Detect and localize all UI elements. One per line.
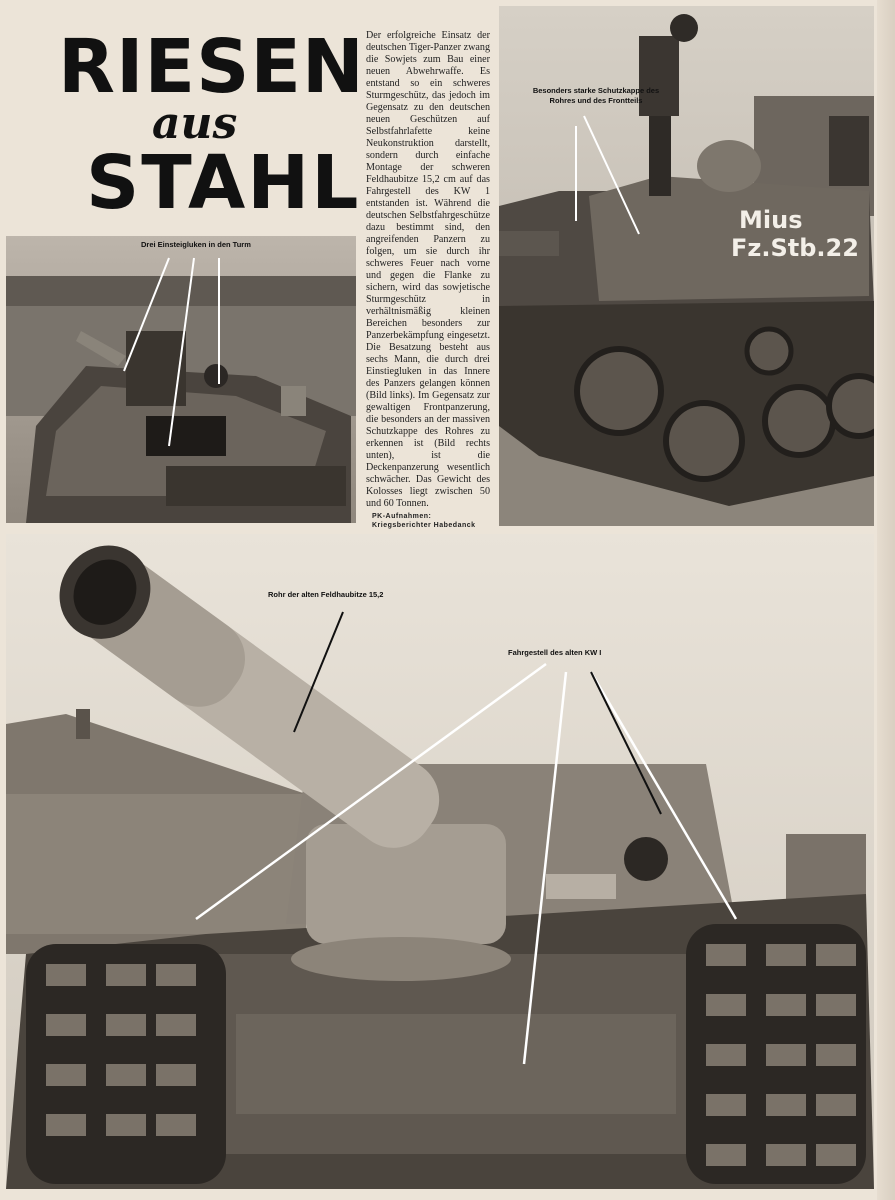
photo-assault-gun-front (6, 534, 874, 1189)
caption-turret-hatches: Drei Einsteigluken in den Turm (141, 240, 251, 249)
headline-aus: aus (152, 98, 238, 149)
annotation-arrows-hatches (6, 236, 356, 523)
photo-turret-hatches (6, 236, 356, 523)
page-edge (877, 0, 895, 1200)
caption-mantlet: Besonders starke Schutzkappe des Rohres und des Frontteils (532, 86, 660, 105)
caption-chassis: Fahrgestell des alten KW I (508, 648, 602, 657)
article-body: Der erfolgreiche Einsatz der deutschen Tiger-Panzer zwang die Sowjets zum Bau einer neuen Abwehrwaffe. Es entstand so ein schweres Sturmgeschütz, das jedoch im Gegensatz zu den deutschen neuen Geschützen auf Selbstfahrlafette keine Neukonstruktion darstellt, sondern durch einfache Montage der schweren Feldhaubitze 15,2 cm auf das Fahrgestell des KW 1 entstanden ist. Während die deutschen Selbstfahrgeschütze dazu bestimmt sind, den angreifenden Panzern zu folgen, um sie durch ihr schweres Feuer nach vorne und gegen die Flanke zu sichern, wird das sowjetische Sturmgeschütz in verhältnismäßig kleinen Bereichen besonders zur Panzerbekämpfung eingesetzt. Die Besatzung besteht aus sechs Mann, die durch drei Einstiegluken in das Innere des Panzers gelangen können (Bild links). Im Gegensatz zur gewaltigen Frontpanzerung, die besonders an der massiven Schutzkappe des Rohres zu erkennen ist (Bild rechts unten), ist die Deckenpanzerung wesentlich schwächer. Das Gewicht des Kolosses liegt zwischen 50 und 60 Tonnen. (366, 30, 490, 509)
photo-credit-line1: PK-Aufnahmen: (372, 513, 432, 520)
headline-stahl: STAHL (86, 140, 361, 226)
hull-marking-line1: Mius (739, 206, 803, 234)
photo-tank-crew (499, 6, 874, 526)
photo-credit-line2: Kriegsberichter Habedanck (372, 522, 476, 529)
photo-credit (372, 512, 476, 530)
headline-riesen: RIESEN (58, 24, 365, 110)
hull-marking-line2: Fz.Stb.22 (731, 234, 859, 262)
caption-barrel: Rohr der alten Feldhaubitze 15,2 (268, 590, 384, 599)
hull-marking (731, 206, 859, 262)
